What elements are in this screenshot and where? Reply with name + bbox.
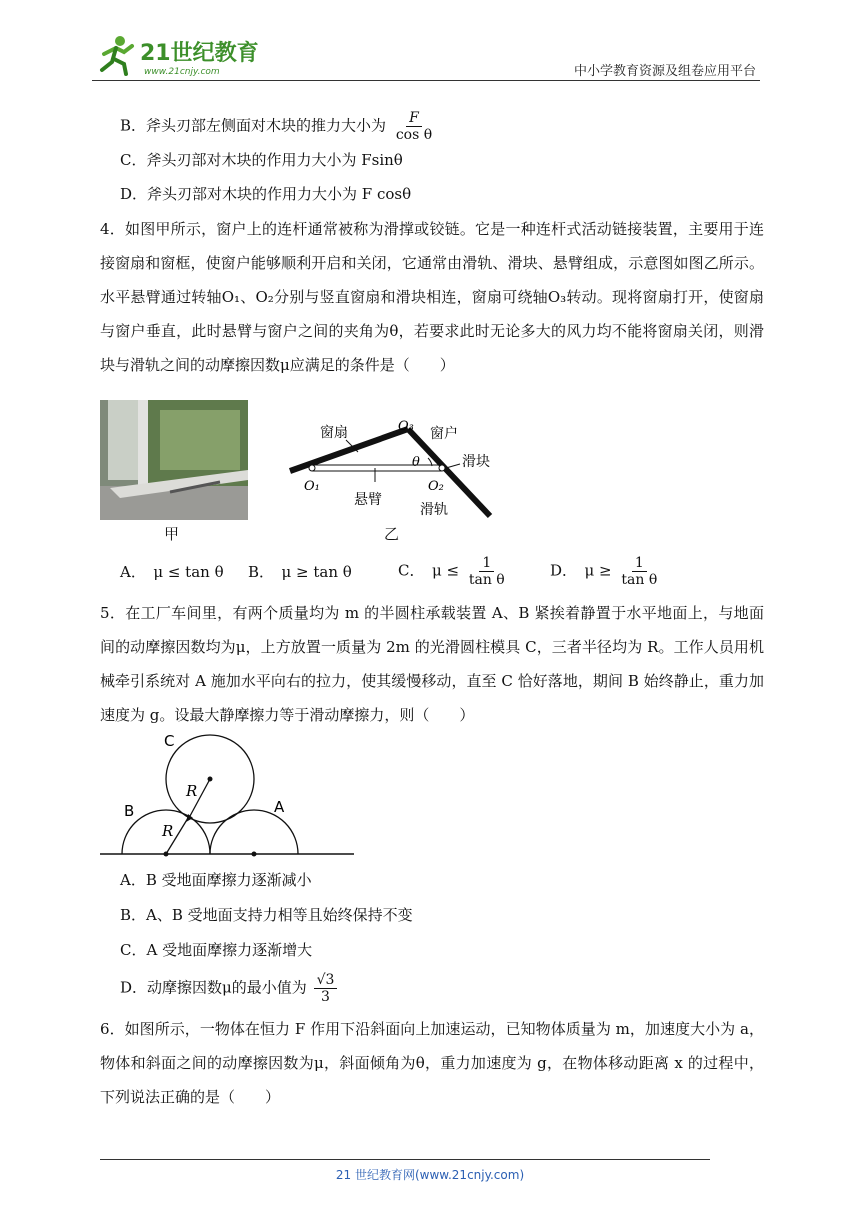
- label-a: A: [274, 798, 285, 816]
- label-sash: 窗扇: [320, 425, 348, 441]
- q3-option-b-text: B．斧头刃部左侧面对木块的推力大小为: [120, 116, 387, 135]
- fig-yi-caption: 乙: [384, 525, 400, 543]
- q4-option-c-fraction: $\frac{1}{\text{tan θ}}$: [468, 555, 505, 588]
- fig-jia-caption: 甲: [164, 525, 180, 543]
- label-b: B: [124, 802, 135, 820]
- label-o3: O₃: [398, 419, 414, 434]
- pivot-o1: [309, 465, 315, 471]
- half-cylinder-a: [210, 810, 298, 854]
- label-theta: θ: [412, 455, 420, 470]
- label-window: 窗户: [430, 426, 458, 442]
- q5-option-a: A．B 受地面摩擦力逐渐减小: [120, 871, 312, 889]
- runner-icon: [102, 36, 132, 74]
- q4-stem: 4．如图甲所示，窗户上的连杆通常被称为滑撑或铰链。它是一种连杆式活动链接装置，主要用于连接窗扇和窗框，使窗户能够顺利开启和关闭，它通常由滑轨、滑块、悬臂组成，示意图如图乙所示。水平悬臂通过转轴O₁、O₂分别与竖直窗扇和滑块相连，窗扇可绕轴O₃转动。现将窗扇打开，使窗扇与窗户垂直，此时悬臂与窗户之间的夹角为θ，若要求此时无论多大的风力均不能将窗扇关闭，则滑块与滑轨之间的动摩擦因数μ应满足的条件是（ ）: [100, 220, 764, 374]
- footer-divider: [100, 1159, 710, 1160]
- header-divider: [92, 80, 760, 81]
- label-o2: O₂: [428, 479, 444, 494]
- footer-text: 21 世纪教育网(www.21cnjy.com): [335, 1168, 525, 1182]
- cylinders-diagram: [100, 728, 356, 858]
- q4-option-d: D． μ ≥ $\frac{1}{\text{tan θ}}$: [550, 555, 662, 588]
- q5-option-b: B．A、B 受地面支持力相等且始终保持不变: [120, 906, 413, 924]
- logo-url: www.21cnjy.com: [144, 67, 220, 77]
- label-arm: 悬臂: [354, 492, 382, 508]
- hinge-diagram: [280, 410, 510, 530]
- q4-option-b: B． μ ≥ tan θ: [248, 563, 352, 581]
- header-platform-name: 中小学教育资源及组卷应用平台: [573, 64, 756, 79]
- label-c: C: [164, 732, 175, 750]
- label-slider: 滑块: [462, 454, 490, 470]
- q3-option-b: [120, 110, 437, 143]
- q5-option-c: C．A 受地面摩擦力逐渐增大: [120, 941, 313, 959]
- logo-text: 21世纪教育: [140, 41, 259, 66]
- q5-option-d-fraction: $\frac{√3}{3}$: [314, 972, 338, 1005]
- label-o1: O₁: [304, 479, 320, 494]
- q4-option-a: A． μ ≤ tan θ: [120, 563, 224, 581]
- site-logo: [94, 32, 264, 78]
- q4-option-d-fraction: $\frac{1}{\text{tan θ}}$: [621, 555, 658, 588]
- q3-option-d: D．斧头刃部对木块的作用力大小为 F cosθ: [120, 185, 412, 203]
- q6-stem: 6．如图所示，一物体在恒力 F 作用下沿斜面向上加速运动，已知物体质量为 m，加速度大小为 a，物体和斜面之间的动摩擦因数为μ，斜面倾角为θ，重力加速度为 g，在物体移动距离 x 的过程中，下列说法正确的是（ ）: [100, 1020, 764, 1106]
- q5-option-d: D．动摩擦因数μ的最小值为 $\frac{√3}{3}$: [120, 972, 339, 1005]
- pivot-o2: [439, 465, 445, 471]
- q3-option-c: C．斧头刃部对木块的作用力大小为 Fsinθ: [120, 151, 403, 169]
- label-r-upper: R: [186, 782, 198, 800]
- q3-option-b-fraction: $\frac{F}{\text{cos θ}}$: [395, 110, 433, 143]
- q5-stem: 5．在工厂车间里，有两个质量均为 m 的半圆柱承载装置 A、B 紧挨着静置于水平地面上，与地面间的动摩擦因数均为μ，上方放置一质量为 2m 的光滑圆柱模具 C，三者半径均为 R。工作人员用机械牵引系统对 A 施加水平向右的拉力，使其缓慢移动，直至 C 恰好落地，期间 B 始终静止，重力加速度为 g。设最大静摩擦力等于滑动摩擦力，则（ ）: [100, 604, 764, 724]
- label-rail: 滑轨: [420, 502, 448, 518]
- window-photo: [100, 400, 248, 520]
- label-r-lower: R: [162, 822, 174, 840]
- q4-option-c: C． μ ≤ $\frac{1}{\text{tan θ}}$: [398, 555, 510, 588]
